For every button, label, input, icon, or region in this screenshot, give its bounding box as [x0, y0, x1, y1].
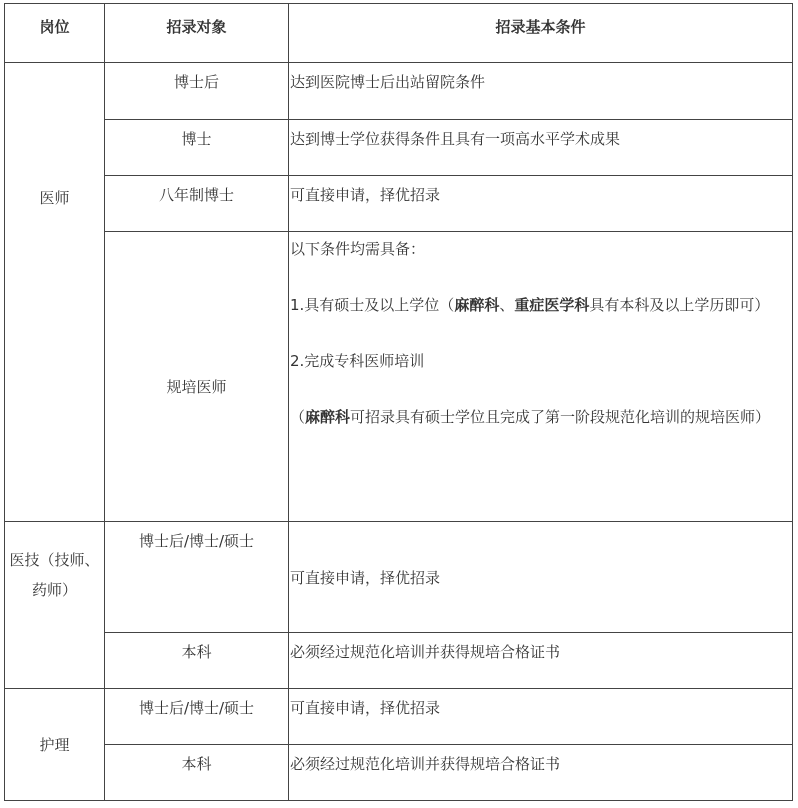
- target-cell: 博士后/博士/硕士: [105, 689, 289, 745]
- table-row: [5, 633, 793, 689]
- table-row: [5, 176, 793, 232]
- target-cell: 本科: [105, 745, 289, 801]
- recruitment-table: [4, 3, 793, 801]
- condition-cell: 必须经过规范化培训并获得规培合格证书: [289, 745, 793, 801]
- resident-item2: 2.完成专科医师培训: [290, 352, 425, 370]
- header-target: 招录对象: [105, 4, 289, 63]
- table-row: [5, 745, 793, 801]
- table-row: [5, 689, 793, 745]
- target-cell: 规培医师: [105, 232, 289, 522]
- header-row: [5, 4, 793, 63]
- post-doctor: 医师: [5, 63, 105, 522]
- target-cell: 本科: [105, 633, 289, 689]
- condition-cell: 可直接申请，择优招录: [289, 176, 793, 232]
- target-cell: 博士: [105, 120, 289, 176]
- header-post: 岗位: [5, 4, 105, 63]
- post-tech: 医技（技师、药师）: [5, 522, 105, 689]
- table-row: [5, 522, 793, 633]
- target-cell: 博士后/博士/硕士: [105, 522, 289, 633]
- header-condition: 招录基本条件: [289, 4, 793, 63]
- table-row: [5, 63, 793, 120]
- condition-cell: 达到博士学位获得条件且具有一项高水平学术成果: [289, 120, 793, 176]
- post-nursing: 护理: [5, 689, 105, 801]
- resident-intro: 以下条件均需具备：: [290, 240, 426, 258]
- target-cell: 八年制博士: [105, 176, 289, 232]
- resident-note: （麻醉科可招录具有硕士学位且完成了第一阶段规范化培训的规培医师）: [290, 408, 771, 426]
- table-row: [5, 232, 793, 522]
- condition-cell-resident: [289, 232, 793, 522]
- condition-cell: 达到医院博士后出站留院条件: [289, 63, 793, 120]
- condition-cell: 可直接申请，择优招录: [289, 522, 793, 633]
- condition-cell: 可直接申请，择优招录: [289, 689, 793, 745]
- resident-item1: 1.具有硕士及以上学位（麻醉科、重症医学科具有本科及以上学历即可）: [290, 296, 770, 314]
- target-cell: 博士后: [105, 63, 289, 120]
- table-row: [5, 120, 793, 176]
- condition-cell: 必须经过规范化培训并获得规培合格证书: [289, 633, 793, 689]
